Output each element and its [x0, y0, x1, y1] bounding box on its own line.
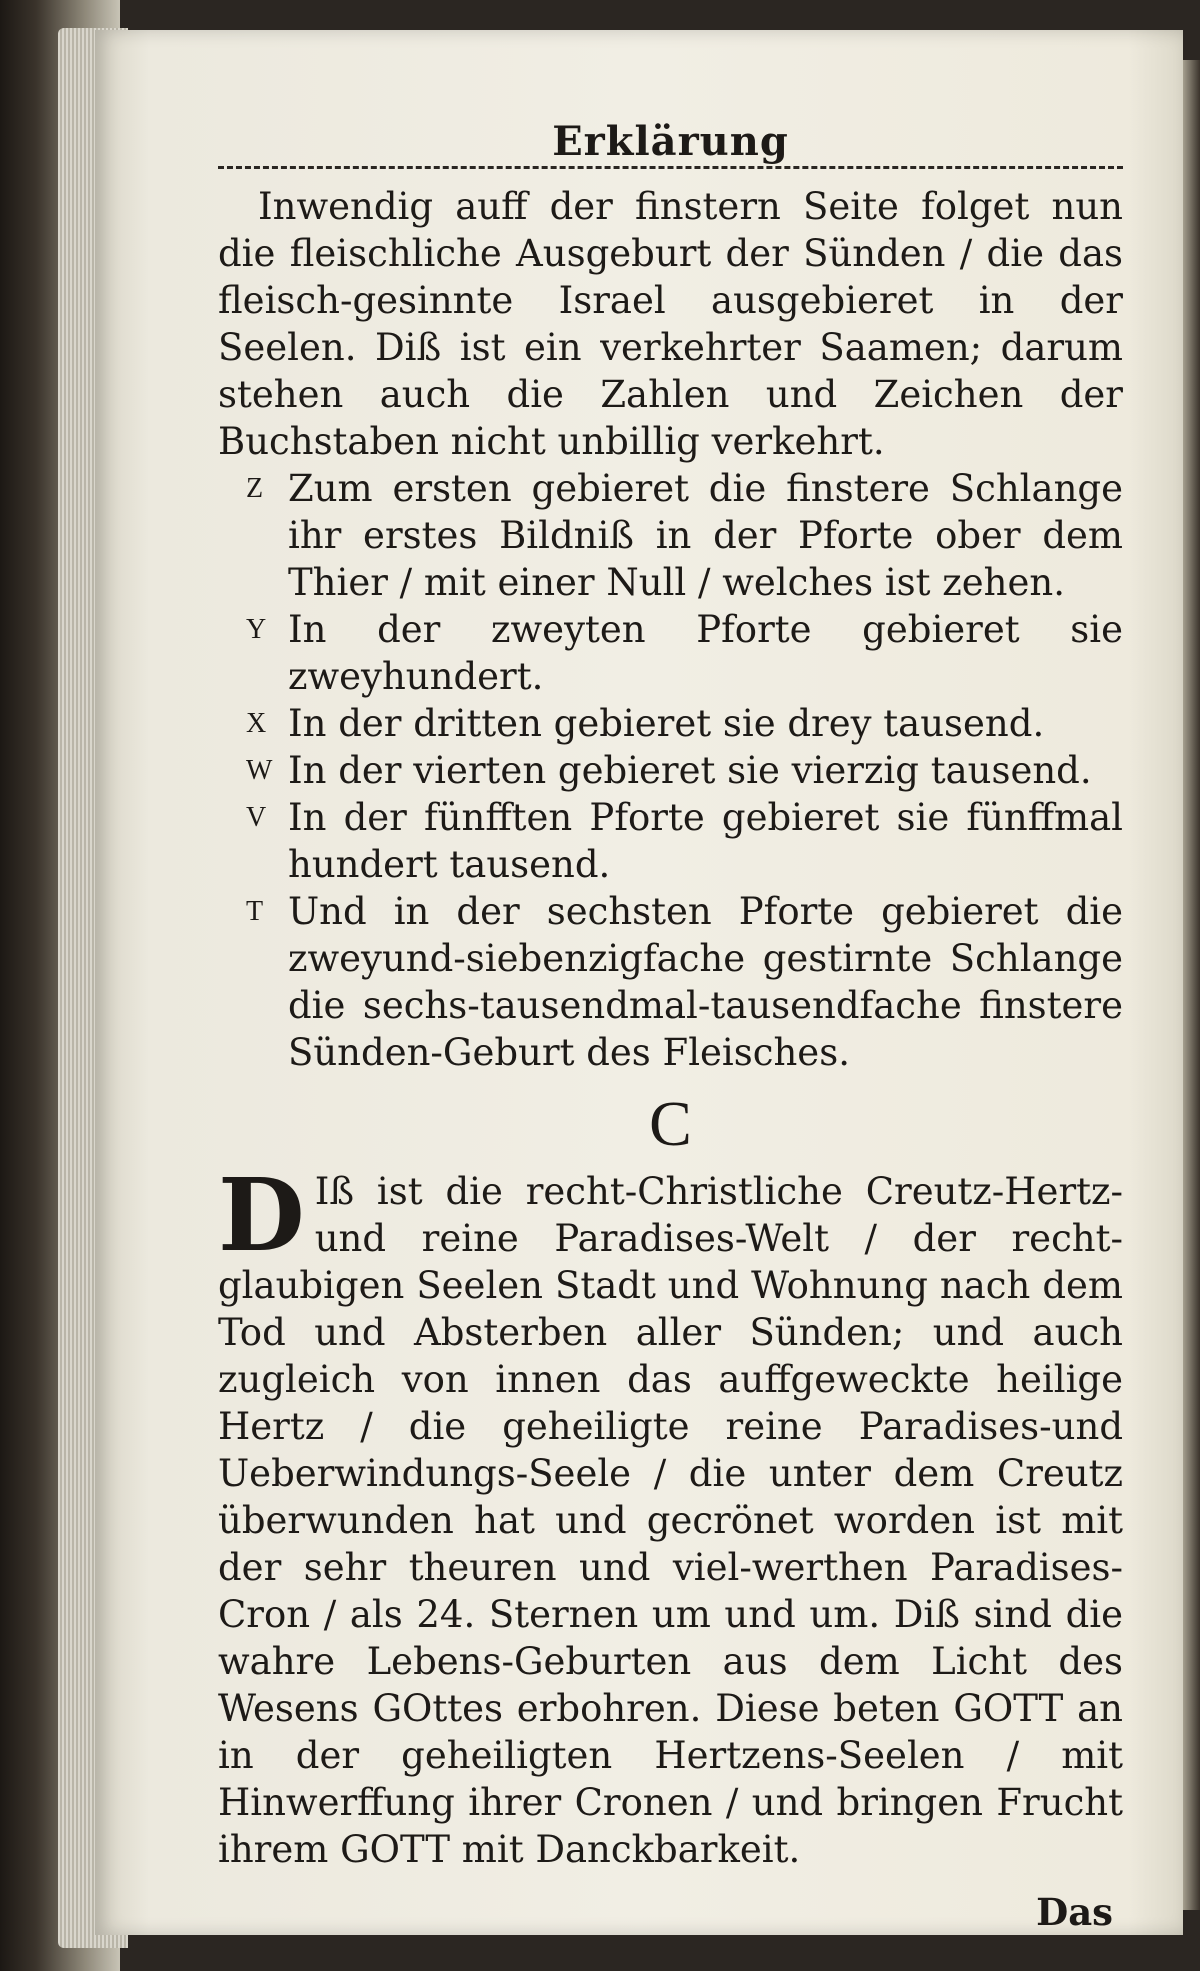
- entry-text: In der dritten gebieret sie drey tausend.: [288, 702, 1045, 745]
- entry-text: In der fünfften Pforte gebieret sie fünffmal hundert tausend.: [288, 796, 1123, 886]
- entry-text: In der vierten gebieret sie vierzig tausend.: [288, 749, 1092, 792]
- entry-letter: Y: [246, 614, 267, 645]
- section-text: Iß ist die recht-Christliche Creutz-Hertz-und reine Paradises-Welt / der recht-glaubigen Seelen Stadt und Wohnung nach dem Tod und Absterben aller Sünden; und auch zugleich von innen das auffgeweckte heilige Hertz / die geheiligte reine Paradises-und Ueberwindungs-Seele / die unter dem Creutz überwunden hat und gecrönet worden ist mit der sehr theuren und viel-werthen Paradises-Cron / als 24. Sternen um und um. Diß sind die wahre Lebens-Geburten aus dem Licht des Wesens GOttes erbohren. Diese beten GOTT an in der geheiligten Hertzens-Seelen / mit Hinwerffung ihrer Cronen / und bringen Frucht ihrem GOTT mit Danckbarkeit.: [218, 1170, 1123, 1871]
- catchword: Das: [1036, 1890, 1113, 1934]
- entry-text: Zum ersten gebieret die finstere Schlange ihr erstes Bildniß in der Pforte ober dem Thier / mit einer Null / welches ist zehen.: [288, 467, 1123, 604]
- entry-letter: V: [246, 802, 267, 833]
- entry-letter: X: [246, 708, 267, 739]
- page-text: [218, 120, 1123, 1936]
- running-header: Erklärung: [552, 118, 789, 165]
- entry-row: [218, 606, 1123, 700]
- entry-letter: Z: [246, 473, 264, 504]
- entry-row: [218, 888, 1123, 1076]
- section-letter: C: [649, 1088, 692, 1159]
- entry-row: [218, 700, 1123, 747]
- entry-row: [218, 747, 1123, 794]
- entry-letter: W: [246, 755, 273, 786]
- right-page-edge: [1183, 60, 1200, 1910]
- entry-letter: T: [246, 896, 264, 927]
- entry-text: Und in der sechsten Pforte gebieret die zweyund-siebenzigfache gestirnte Schlange die sechs-tausendmal-tausendfache finstere Sünden-Geburt des Fleisches.: [288, 890, 1123, 1074]
- entry-row: [218, 794, 1123, 888]
- entry-row: [218, 465, 1123, 606]
- intro-paragraph: Inwendig auff der finstern Seite folget nun die fleischliche Ausgeburt der Sünden / die das fleisch-gesinnte Israel ausgebieret in der Seelen. Diß ist ein verkehrter Saamen; darum stehen auch die Zahlen und Zeichen der Buchstaben nicht unbillig verkehrt.: [218, 185, 1123, 463]
- entry-text: In der zweyten Pforte gebieret sie zweyhundert.: [288, 608, 1123, 698]
- drop-cap: D: [218, 1156, 305, 1274]
- header-rule: [218, 166, 1123, 169]
- section-paragraph: [218, 1156, 1123, 1873]
